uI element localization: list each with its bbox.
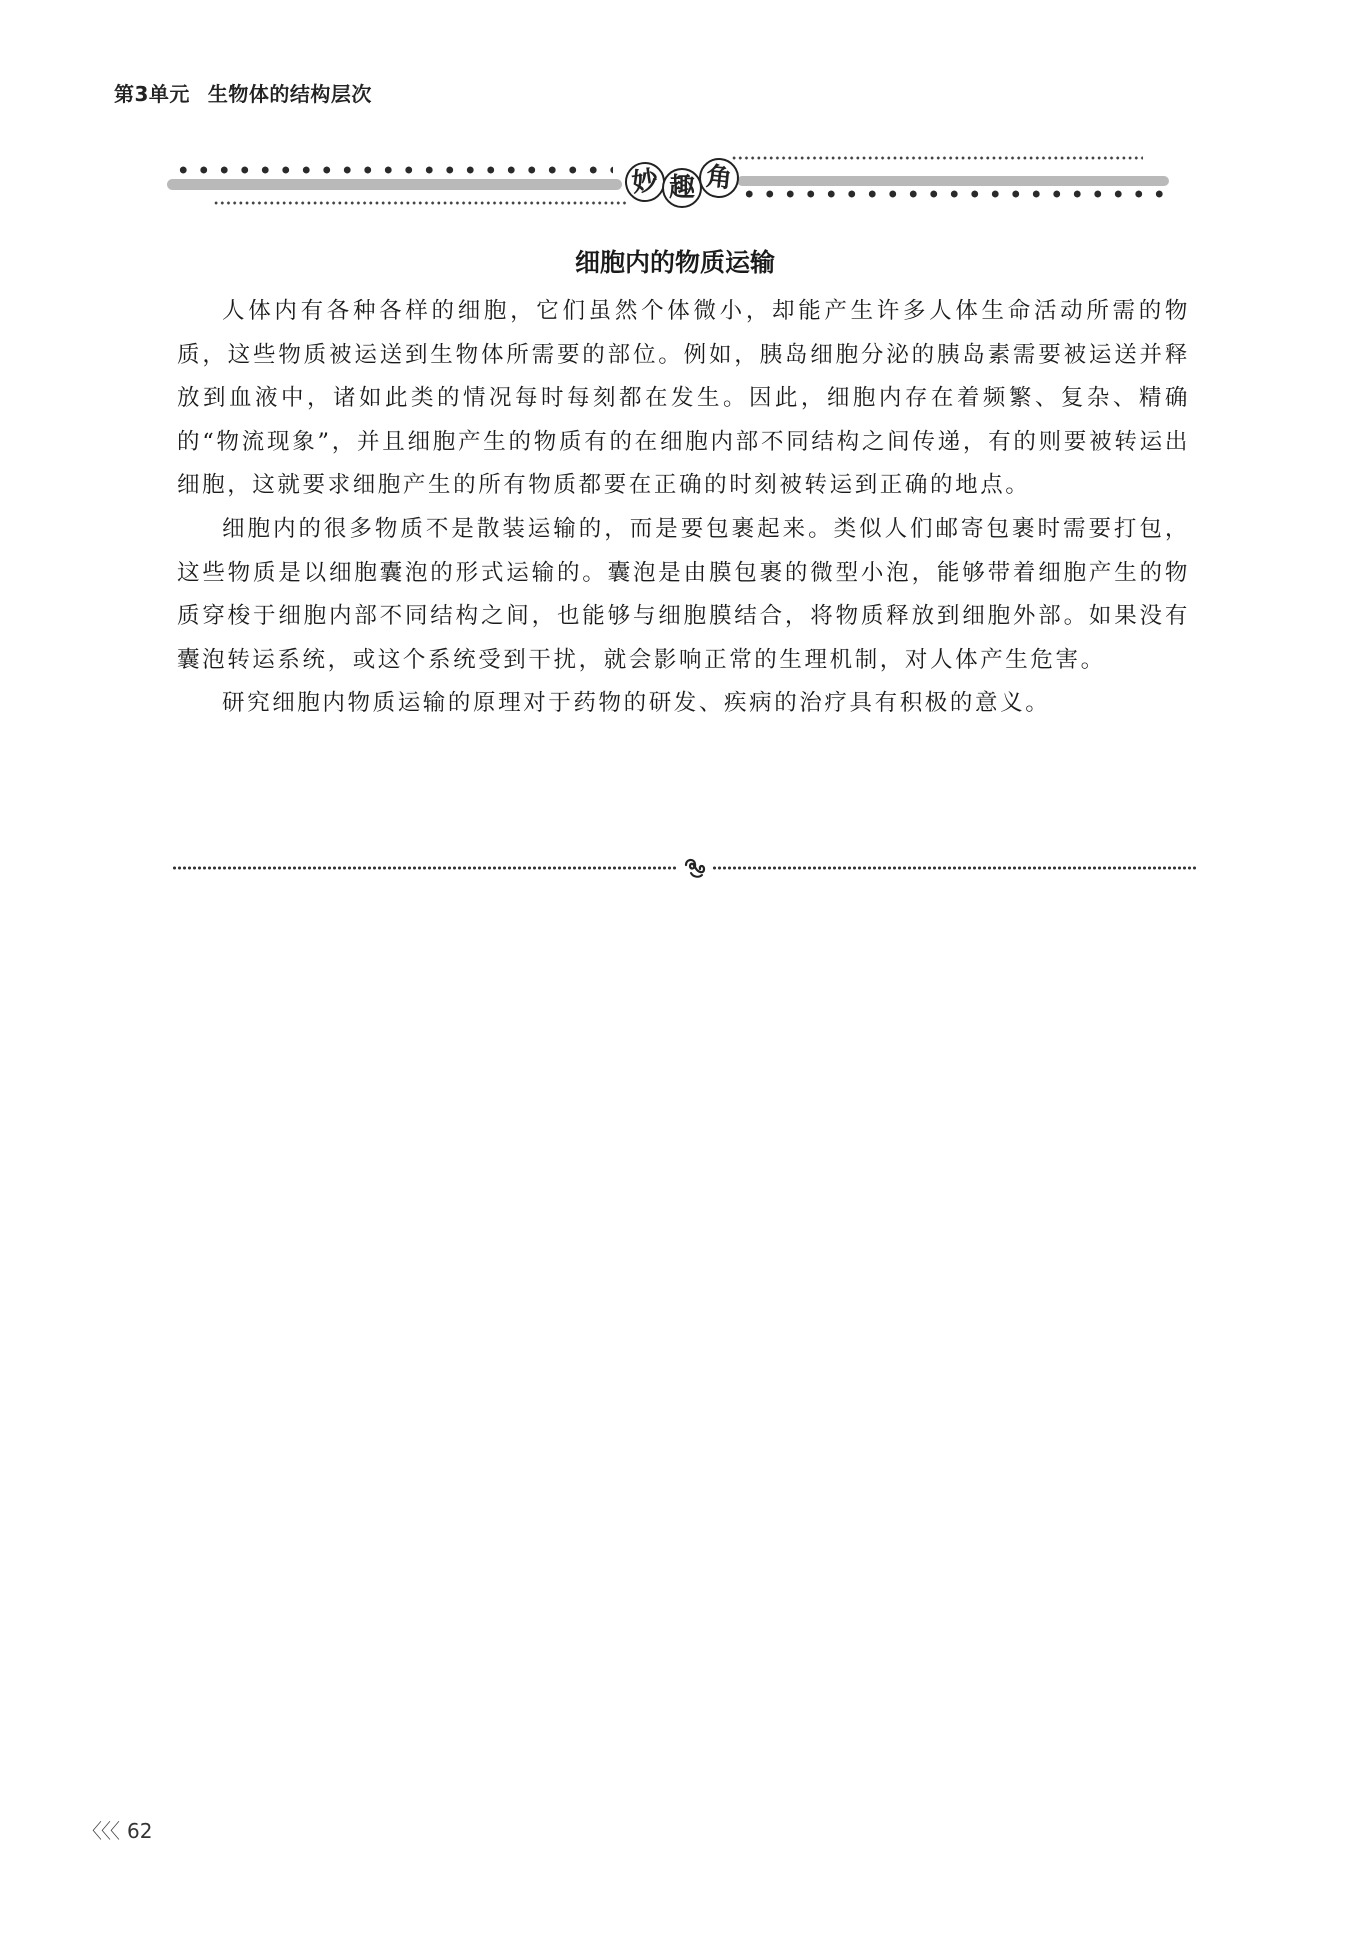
banner-band-left [167,179,622,190]
article-title: 细胞内的物质运输 [574,248,775,277]
article-body [177,290,1190,726]
divider-dots-left [172,866,678,870]
paragraph-3: 研究细胞内物质运输的原理对于药物的研发、疾病的治疗具有积极的意义。 [222,690,1051,717]
page-number [82,1815,152,1844]
banner-char-3: 角 [697,156,741,200]
divider-dots-right [712,866,1196,870]
banner-band-right [737,176,1169,186]
banner-fine-dots-bottom-left [213,201,627,205]
banner-badge [625,154,737,202]
banner-dots-top-left [173,166,613,174]
banner-dots-bottom-right [739,190,1174,198]
banner-fine-dots-top-right [731,156,1143,160]
paragraph-2: 细胞内的很多物质不是散装运输的，而是要包裹起来。类似人们邮寄包裹时需要打包，这些物质是以细胞囊泡的形式运输的。囊泡是由膜包裹的微型小泡，能够带着细胞产生的物质穿梭于细胞内部不同结构之间，也能够与细胞膜结合，将物质释放到细胞外部。如果没有囊泡转运系统，或这个系统受到干扰，就会影响正常的生理机制，对人体产生危害。 [177,515,1190,673]
page-header [114,78,372,107]
unit-label: 第3单元 [114,82,190,106]
footer-divider [172,858,1196,878]
banner-char-1: 妙 [622,159,667,204]
paragraph-1: 人体内有各种各样的细胞，它们虽然个体微小，却能产生许多人体生命活动所需的物质，这些物质被运送到生物体所需要的部位。例如，胰岛细胞分泌的胰岛素需要被运送并释放到血液中，诸如此类的情况每时每刻都在发生。因此，细胞内存在着频繁、复杂、精确的“物流现象”，并且细胞产生的物质有的在细胞内部不同结构之间传递，有的则要被转运出细胞，这就要求细胞产生的所有物质都要在正确的时刻被转运到正确的地点。 [177,298,1190,499]
section-banner [165,152,1195,212]
page-number-value: 62 [127,1819,153,1843]
page-arrows-icon: 〈〈〈 [82,1819,119,1843]
banner-char-2: 趣 [662,168,702,208]
unit-title: 生物体的结构层次 [207,82,372,106]
swirl-ornament-icon [682,855,708,881]
